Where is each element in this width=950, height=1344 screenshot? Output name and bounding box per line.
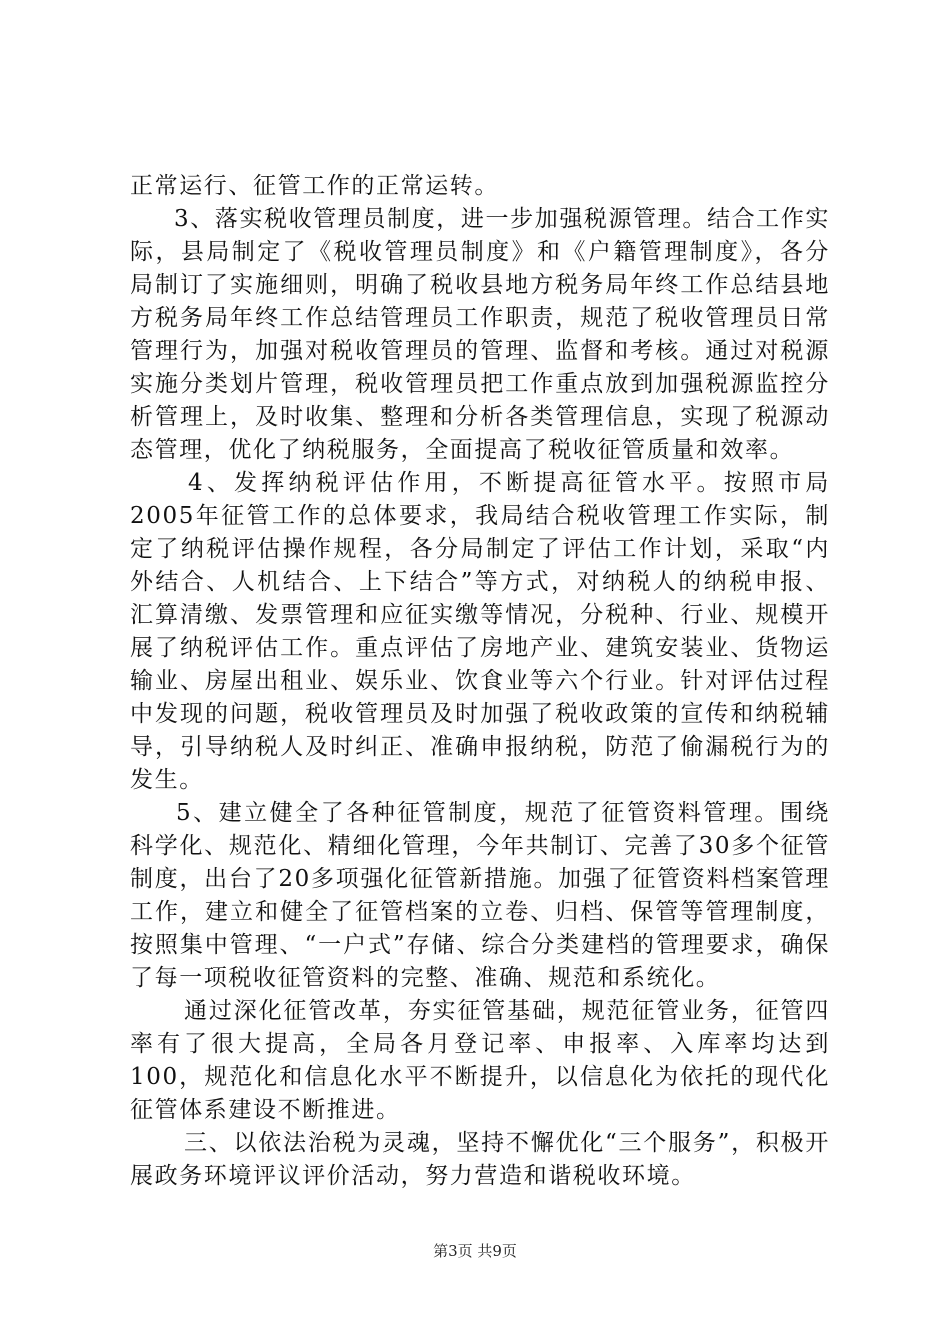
section-heading-3: 三、以依法治税为灵魂，坚持不懈优化“三个服务”，积极开展政务环境评议评价活动，努力营造和谐税收环境。	[130, 1130, 830, 1189]
paragraph-item-5: 5、建立健全了各种征管制度，规范了征管资料管理。围绕科学化、规范化、精细化管理，今年共制订、完善了30多个征管制度，出台了20多项强化征管新措施。加强了征管资料档案管理工作，建立和健全了征管档案的立卷、归档、保管等管理制度，按照集中管理、“一户式”存储、综合分类建档的管理要求，确保了每一项税收征管资料的完整、准确、规范和系统化。	[130, 800, 830, 991]
paragraph-continuation: 正常运行、征管工作的正常运转。	[130, 173, 499, 199]
paragraph-item-4: 4、发挥纳税评估作用，不断提高征管水平。按照市局2005年征管工作的总体要求，我局结合税收管理工作实际，制定了纳税评估操作规程，各分局制定了评估工作计划，采取“内外结合、人机结合、上下结合”等方式，对纳税人的纳税申报、汇算清缴、发票管理和应征实缴等情况，分税种、行业、规模开展了纳税评估工作。重点评估了房地产业、建筑安装业、货物运输业、房屋出租业、娱乐业、饮食业等六个行业。针对评估过程中发现的问题，税收管理员及时加强了税收政策的宣传和纳税辅导，引导纳税人及时纠正、准确申报纳税，防范了偷漏税行为的发生。	[130, 470, 830, 793]
page-footer	[0, 1240, 950, 1261]
paragraph-summary: 通过深化征管改革，夯实征管基础，规范征管业务，征管四率有了很大提高，全局各月登记率、申报率、入库率均达到100，规范化和信息化水平不断提升，以信息化为依托的现代化征管体系建设不断推进。	[130, 998, 830, 1123]
page-number-label: 第3页 共9页	[433, 1242, 517, 1260]
paragraph-item-3: 3、落实税收管理员制度，进一步加强税源管理。结合工作实际，县局制定了《税收管理员制度》和《户籍管理制度》，各分局制订了实施细则，明确了税收县地方税务局年终工作总结县地方税务局年终工作总结管理员工作职责，规范了税收管理员日常管理行为，加强对税收管理员的管理、监督和考核。通过对税源实施分类划片管理，税收管理员把工作重点放到加强税源监控分析管理上，及时收集、整理和分析各类管理信息，实现了税源动态管理，优化了纳税服务，全面提高了税收征管质量和效率。	[130, 206, 830, 463]
document-body	[130, 170, 830, 1193]
